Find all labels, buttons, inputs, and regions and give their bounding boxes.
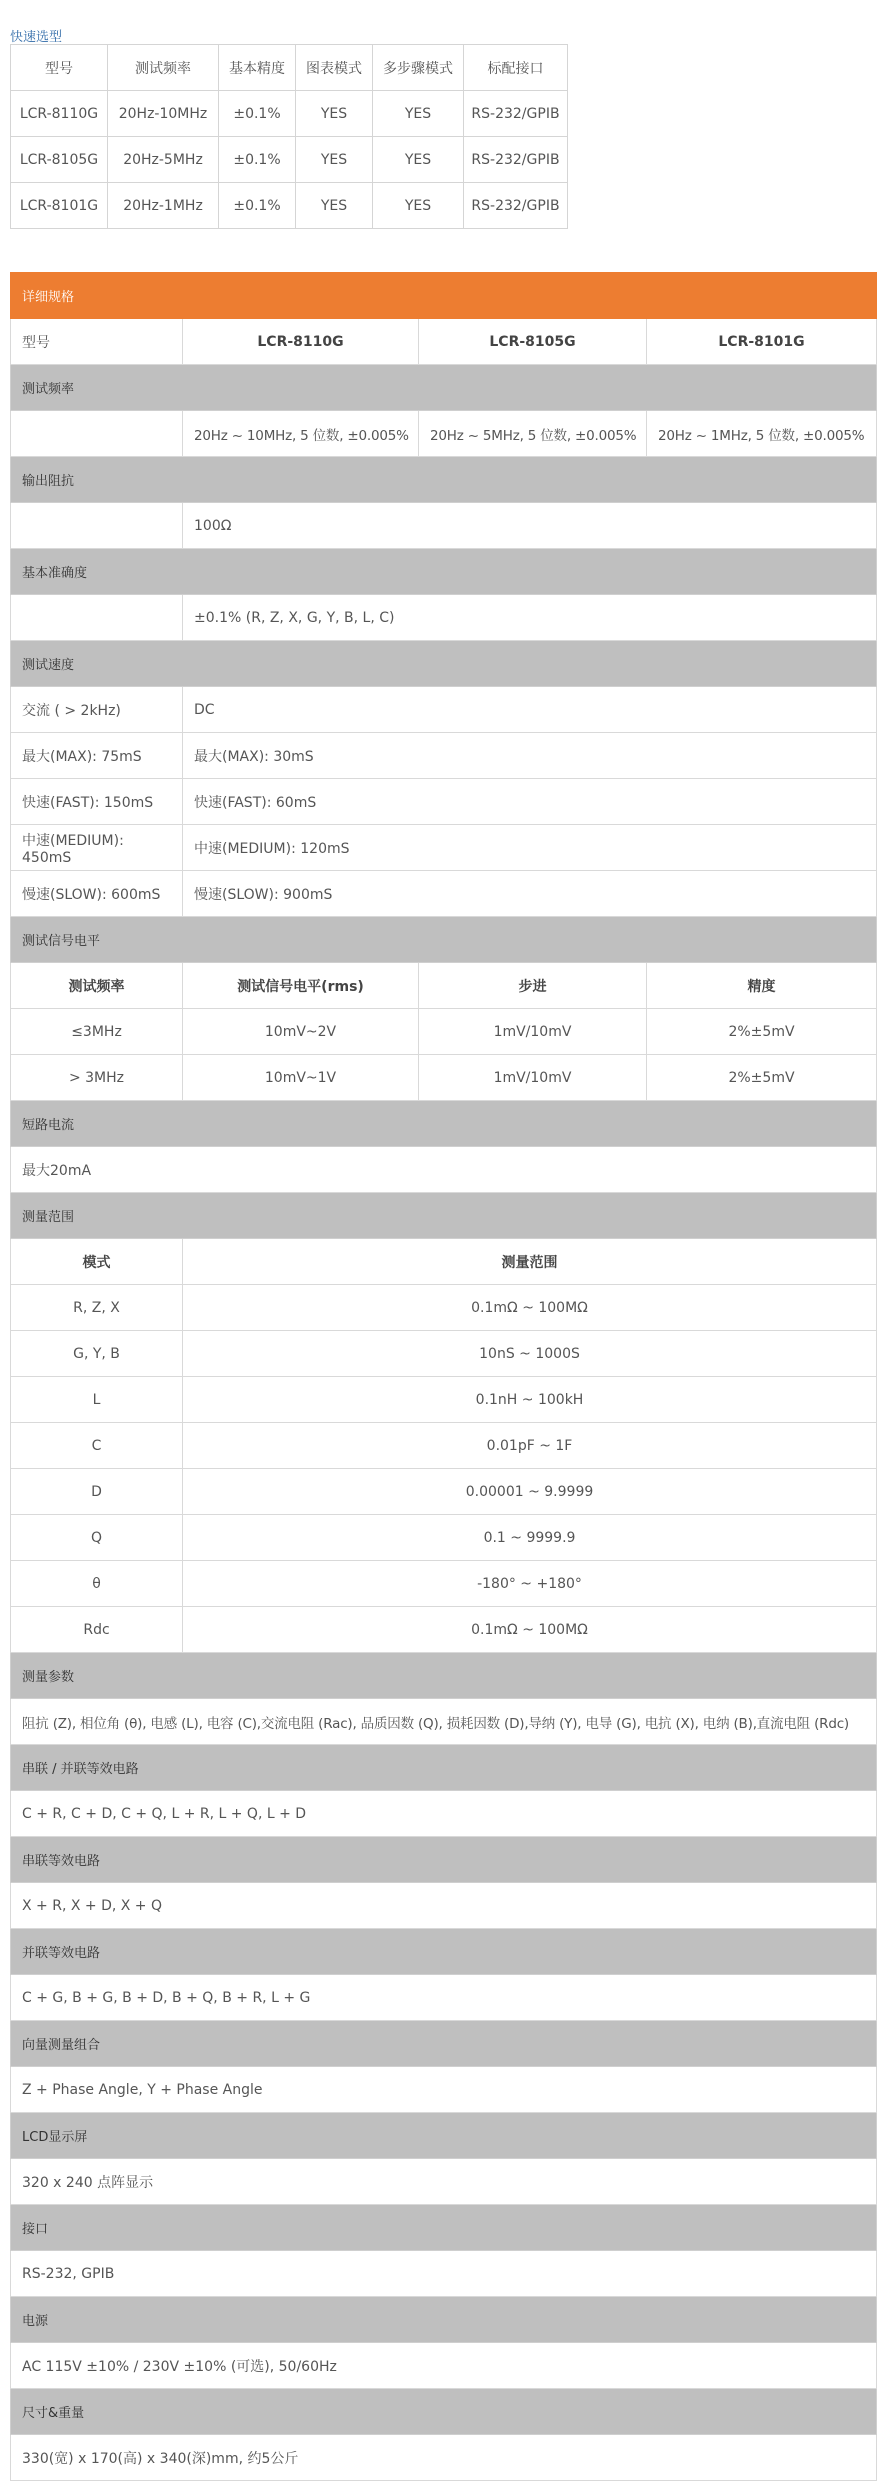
section-test-frequency: 测试频率 — [11, 365, 877, 411]
series-parallel-value: C + R, C + D, C + Q, L + R, L + Q, L + D — [11, 1791, 877, 1837]
range-value: 0.1mΩ ~ 100MΩ — [183, 1607, 877, 1653]
range-mode: Q — [11, 1515, 183, 1561]
section-header-row — [11, 641, 877, 687]
section-header-row — [11, 2297, 877, 2343]
section-header-row — [11, 1101, 877, 1147]
table-row — [11, 1607, 877, 1653]
speed-ac: 慢速(SLOW): 600mS — [11, 871, 183, 917]
spec-title-row — [11, 273, 877, 319]
section-header-row — [11, 2021, 877, 2067]
section-header-row — [11, 2113, 877, 2159]
section-parallel: 并联等效电路 — [11, 1929, 877, 1975]
section-header-row — [11, 1929, 877, 1975]
range-value: -180° ~ +180° — [183, 1561, 877, 1607]
cell-frequency: 20Hz-1MHz — [108, 183, 219, 229]
signal-step: 1mV/10mV — [419, 1055, 647, 1101]
cell-accuracy: ±0.1% — [219, 137, 296, 183]
section-series-parallel: 串联 / 并联等效电路 — [11, 1745, 877, 1791]
range-mode: Rdc — [11, 1607, 183, 1653]
section-series: 串联等效电路 — [11, 1837, 877, 1883]
empty-cell — [11, 411, 183, 457]
table-row — [11, 137, 568, 183]
table-row — [11, 871, 877, 917]
spec-title: 详细规格 — [11, 273, 877, 319]
table-row — [11, 1883, 877, 1929]
header-cell: 型号 — [11, 45, 108, 91]
table-row — [11, 1285, 877, 1331]
cell-model: LCR-8110G — [11, 91, 108, 137]
section-short-current: 短路电流 — [11, 1101, 877, 1147]
section-dimensions: 尺寸&重量 — [11, 2389, 877, 2435]
table-row — [11, 1561, 877, 1607]
range-value: 0.1nH ~ 100kH — [183, 1377, 877, 1423]
table-row — [11, 1469, 877, 1515]
cell-interface: RS-232/GPIB — [464, 91, 568, 137]
range-value: 0.01pF ~ 1F — [183, 1423, 877, 1469]
model-label: 型号 — [11, 319, 183, 365]
section-measure-params: 测量参数 — [11, 1653, 877, 1699]
dimensions-value: 330(宽) x 170(高) x 340(深)mm, 约5公斤 — [11, 2435, 877, 2481]
section-interface: 接口 — [11, 2205, 877, 2251]
short-current-value: 最大20mA — [11, 1147, 877, 1193]
header-cell: 图表模式 — [296, 45, 373, 91]
header-cell: 测试频率 — [108, 45, 219, 91]
spec-table — [10, 272, 877, 2481]
section-header-row — [11, 2389, 877, 2435]
speed-ac: 中速(MEDIUM): 450mS — [11, 825, 183, 871]
lcd-value: 320 x 240 点阵显示 — [11, 2159, 877, 2205]
parallel-value: C + G, B + G, B + D, B + Q, B + R, L + G — [11, 1975, 877, 2021]
header-cell: 测量范围 — [183, 1239, 877, 1285]
output-impedance-value: 100Ω — [183, 503, 877, 549]
section-header-row — [11, 1837, 877, 1883]
series-value: X + R, X + D, X + Q — [11, 1883, 877, 1929]
power-value: AC 115V ±10% / 230V ±10% (可选), 50/60Hz — [11, 2343, 877, 2389]
table-row — [11, 2343, 877, 2389]
frequency-value: 20Hz ~ 5MHz, 5 位数, ±0.005% — [419, 411, 647, 457]
section-signal-level: 测试信号电平 — [11, 917, 877, 963]
header-cell: 步进 — [419, 963, 647, 1009]
speed-dc: 中速(MEDIUM): 120mS — [183, 825, 877, 871]
table-header-row — [11, 45, 568, 91]
frequency-value: 20Hz ~ 1MHz, 5 位数, ±0.005% — [647, 411, 877, 457]
section-test-speed: 测试速度 — [11, 641, 877, 687]
table-row — [11, 2251, 877, 2297]
cell-accuracy: ±0.1% — [219, 91, 296, 137]
cell-multistep-mode: YES — [373, 183, 464, 229]
table-row — [11, 1975, 877, 2021]
cell-interface: RS-232/GPIB — [464, 183, 568, 229]
table-row — [11, 1147, 877, 1193]
speed-dc: 最大(MAX): 30mS — [183, 733, 877, 779]
header-cell: 测试频率 — [11, 963, 183, 1009]
table-row — [11, 1239, 877, 1285]
cell-model: LCR-8105G — [11, 137, 108, 183]
section-header-row — [11, 1193, 877, 1239]
section-header-row — [11, 917, 877, 963]
range-mode: D — [11, 1469, 183, 1515]
table-row — [11, 963, 877, 1009]
table-row — [11, 1515, 877, 1561]
empty-cell — [11, 503, 183, 549]
range-value: 0.1mΩ ~ 100MΩ — [183, 1285, 877, 1331]
table-row — [11, 1055, 877, 1101]
section-power: 电源 — [11, 2297, 877, 2343]
signal-frequency: ≤3MHz — [11, 1009, 183, 1055]
header-cell: 精度 — [647, 963, 877, 1009]
cell-accuracy: ±0.1% — [219, 183, 296, 229]
cell-frequency: 20Hz-5MHz — [108, 137, 219, 183]
section-lcd: LCD显示屏 — [11, 2113, 877, 2159]
empty-cell — [11, 595, 183, 641]
signal-accuracy: 2%±5mV — [647, 1009, 877, 1055]
cell-frequency: 20Hz-10MHz — [108, 91, 219, 137]
range-mode: C — [11, 1423, 183, 1469]
table-row — [11, 503, 877, 549]
table-row — [11, 183, 568, 229]
interface-value: RS-232, GPIB — [11, 2251, 877, 2297]
cell-chart-mode: YES — [296, 91, 373, 137]
section-output-impedance: 输出阻抗 — [11, 457, 877, 503]
cell-chart-mode: YES — [296, 183, 373, 229]
speed-dc: 快速(FAST): 60mS — [183, 779, 877, 825]
section-header-row — [11, 2205, 877, 2251]
table-row — [11, 91, 568, 137]
table-row — [11, 1377, 877, 1423]
signal-step: 1mV/10mV — [419, 1009, 647, 1055]
speed-ac: 最大(MAX): 75mS — [11, 733, 183, 779]
quick-select-title: 快速选型 — [10, 30, 63, 45]
table-row — [11, 1699, 877, 1745]
section-header-row — [11, 549, 877, 595]
table-row — [11, 1331, 877, 1377]
vector-value: Z + Phase Angle, Y + Phase Angle — [11, 2067, 877, 2113]
table-row — [11, 595, 877, 641]
range-value: 10nS ~ 1000S — [183, 1331, 877, 1377]
model-row — [11, 319, 877, 365]
table-row — [11, 1423, 877, 1469]
table-row — [11, 733, 877, 779]
header-cell: 标配接口 — [464, 45, 568, 91]
basic-accuracy-value: ±0.1% (R, Z, X, G, Y, B, L, C) — [183, 595, 877, 641]
section-vector: 向量测量组合 — [11, 2021, 877, 2067]
model-name: LCR-8105G — [419, 319, 647, 365]
table-row — [11, 1791, 877, 1837]
section-measure-range: 测量范围 — [11, 1193, 877, 1239]
cell-interface: RS-232/GPIB — [464, 137, 568, 183]
model-name: LCR-8110G — [183, 319, 419, 365]
quick-select-table — [10, 44, 568, 229]
range-mode: G, Y, B — [11, 1331, 183, 1377]
section-header-row — [11, 1745, 877, 1791]
section-header-row — [11, 365, 877, 411]
range-mode: R, Z, X — [11, 1285, 183, 1331]
cell-chart-mode: YES — [296, 137, 373, 183]
signal-accuracy: 2%±5mV — [647, 1055, 877, 1101]
speed-dc: DC — [183, 687, 877, 733]
table-row — [11, 2067, 877, 2113]
signal-level: 10mV~1V — [183, 1055, 419, 1101]
header-cell: 多步骤模式 — [373, 45, 464, 91]
frequency-value: 20Hz ~ 10MHz, 5 位数, ±0.005% — [183, 411, 419, 457]
range-mode: θ — [11, 1561, 183, 1607]
table-row — [11, 411, 877, 457]
section-header-row — [11, 1653, 877, 1699]
section-basic-accuracy: 基本准确度 — [11, 549, 877, 595]
table-row — [11, 687, 877, 733]
signal-level: 10mV~2V — [183, 1009, 419, 1055]
header-cell: 模式 — [11, 1239, 183, 1285]
section-header-row — [11, 457, 877, 503]
signal-frequency: > 3MHz — [11, 1055, 183, 1101]
speed-ac: 交流 ( > 2kHz) — [11, 687, 183, 733]
table-row — [11, 2435, 877, 2481]
range-mode: L — [11, 1377, 183, 1423]
table-row — [11, 825, 877, 871]
table-row — [11, 2159, 877, 2205]
range-value: 0.00001 ~ 9.9999 — [183, 1469, 877, 1515]
cell-multistep-mode: YES — [373, 137, 464, 183]
header-cell: 基本精度 — [219, 45, 296, 91]
cell-model: LCR-8101G — [11, 183, 108, 229]
measure-params-value: 阻抗 (Z), 相位角 (θ), 电感 (L), 电容 (C),交流电阻 (Rac), 品质因数 (Q), 损耗因数 (D),导纳 (Y), 电导 (G), 电抗 (X), 电纳 (B),直流电阻 (Rdc) — [11, 1699, 877, 1745]
cell-multistep-mode: YES — [373, 91, 464, 137]
table-row — [11, 779, 877, 825]
model-name: LCR-8101G — [647, 319, 877, 365]
speed-ac: 快速(FAST): 150mS — [11, 779, 183, 825]
table-row — [11, 1009, 877, 1055]
range-value: 0.1 ~ 9999.9 — [183, 1515, 877, 1561]
speed-dc: 慢速(SLOW): 900mS — [183, 871, 877, 917]
header-cell: 测试信号电平(rms) — [183, 963, 419, 1009]
